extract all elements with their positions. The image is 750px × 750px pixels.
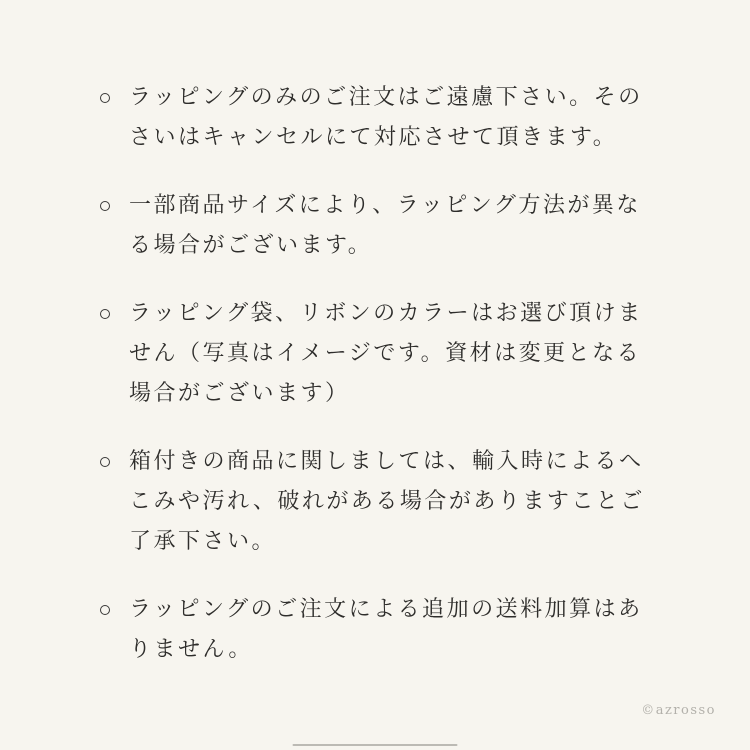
bottom-indicator-line	[293, 744, 458, 746]
note-text: ラッピングのみのご注文はご遠慮下さい。そのさいはキャンセルにて対応させて頂きます。	[129, 85, 643, 150]
bullet-circle-icon	[100, 605, 110, 615]
list-item	[100, 442, 656, 562]
note-text: ラッピングのご注文による追加の送料加算はありません。	[129, 597, 643, 662]
watermark: ©azrosso	[641, 703, 716, 718]
note-text: 箱付きの商品に関しましては、輸入時によるへこみや汚れ、破れがある場合がありますことご了承下さい。	[129, 449, 645, 554]
bullet-circle-icon	[100, 201, 110, 211]
bullet-circle-icon	[100, 309, 110, 319]
bullet-circle-icon	[100, 457, 110, 467]
list-item	[100, 590, 656, 670]
note-text: 一部商品サイズにより、ラッピング方法が異なる場合がございます。	[129, 193, 641, 258]
list-item	[100, 294, 656, 414]
notice-list	[100, 78, 656, 698]
note-text: ラッピング袋、リボンのカラーはお選び頂けません（写真はイメージです。資材は変更となる場合がございます）	[129, 301, 643, 406]
list-item	[100, 78, 656, 158]
bullet-circle-icon	[100, 93, 110, 103]
list-item	[100, 186, 656, 266]
